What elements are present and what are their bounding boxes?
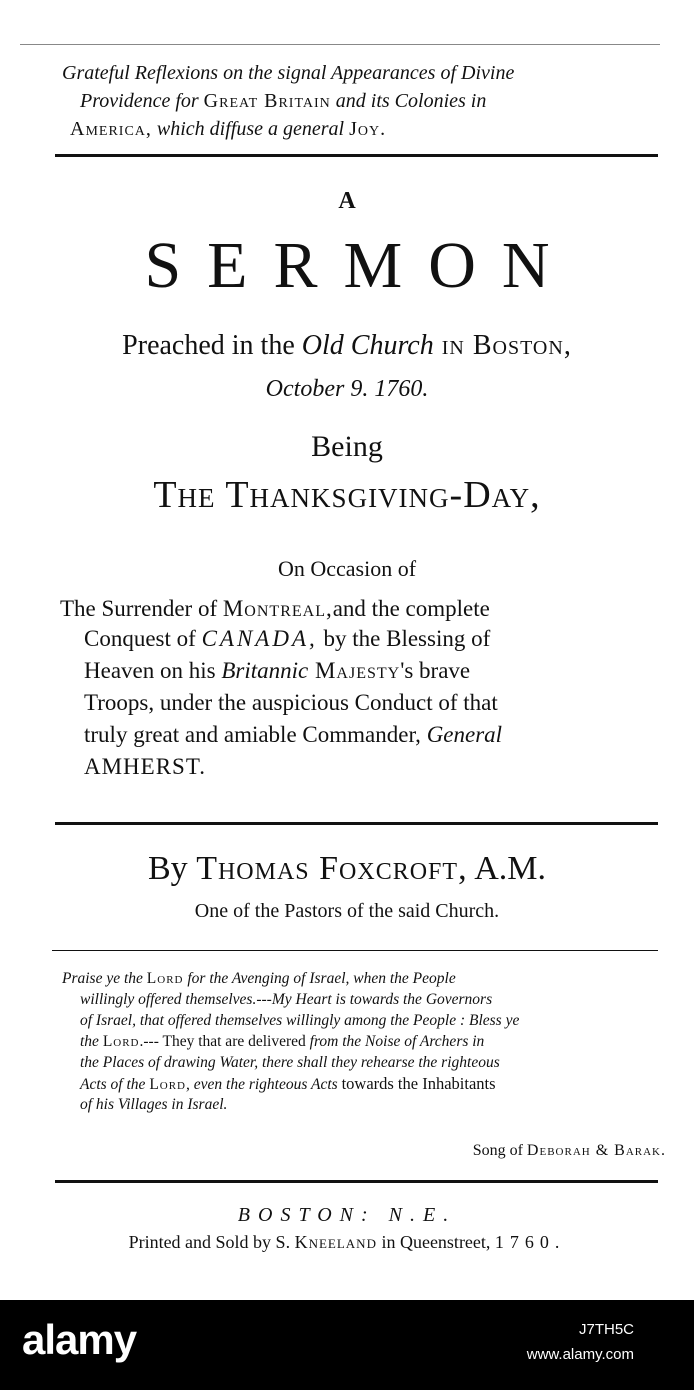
- body-line-5: [84, 720, 689, 750]
- body-text-5b: General: [426, 722, 503, 747]
- body-line-6: AMHERST.: [84, 754, 206, 779]
- body-line-3: [84, 656, 689, 686]
- quote-line-6: [80, 1073, 685, 1095]
- quote-text-1c: for the Avenging of Israel, when the People: [183, 970, 456, 987]
- imprint-printer: [0, 1232, 694, 1253]
- quote-rule: [52, 950, 658, 951]
- thanksgiving-line: [0, 473, 694, 517]
- heading-text-2a: Providence for: [80, 90, 204, 112]
- byline-text-c: A.M.: [467, 850, 546, 887]
- site-url: www.alamy.com: [526, 1346, 634, 1363]
- heading-text-1: Grateful Reflexions on the signal Appearances of Divine: [62, 62, 515, 84]
- printer-text-c: in Queenstreet,: [376, 1232, 495, 1252]
- heading-rule: [55, 154, 658, 157]
- quote-text-6d: towards the Inhabitants: [341, 1074, 496, 1093]
- byline-text-b: Thomas Foxcroft,: [196, 850, 468, 887]
- body-text-5a: truly great and amiable Commander,: [84, 722, 427, 747]
- quote-line-1: [62, 968, 667, 989]
- thanksgiving-text: The Thanksgiving-Day,: [153, 474, 541, 516]
- quote-text-4a: the: [80, 1033, 103, 1050]
- top-rule: [20, 44, 660, 45]
- preached-text-c: in Boston,: [433, 330, 572, 361]
- body-text-3c: Majesty: [308, 658, 401, 683]
- heading-text-3a: America,: [70, 118, 152, 140]
- heading-text-3b: which diffuse a general: [151, 118, 350, 140]
- quote-text-4d: from the Noise of Archers in: [309, 1033, 485, 1050]
- title-article: A: [338, 188, 356, 214]
- body-text-1c: and the complete: [332, 596, 490, 621]
- quote-text-1b: Lord: [146, 970, 184, 987]
- heading-line-1: [62, 60, 662, 86]
- body-line-2: [84, 624, 689, 654]
- being-line: Being: [311, 430, 383, 463]
- title-sermon: SERMON: [144, 229, 576, 302]
- middle-rule: [55, 822, 658, 825]
- printer-year: 1760.: [494, 1232, 566, 1252]
- alamy-logo: alamy: [22, 1316, 137, 1363]
- body-text-1b: Montreal,: [222, 596, 333, 621]
- body-text-2c: by the Blessing of: [317, 626, 491, 651]
- body-text-3d: 's brave: [400, 658, 471, 683]
- author-byline: [0, 850, 694, 888]
- quote-attribution: [473, 1142, 666, 1160]
- printer-text-a: Printed and Sold by S.: [128, 1232, 295, 1252]
- body-text-2a: Conquest of: [84, 626, 202, 651]
- quote-text-4c: .--- They that are delivered: [139, 1033, 310, 1050]
- image-id: J7TH5C: [578, 1321, 634, 1338]
- byline-text-a: By: [148, 850, 197, 887]
- heading-line-2: [80, 88, 680, 114]
- attribution-text-a: Song of: [472, 1142, 527, 1159]
- preached-text-a: Preached in the: [122, 330, 302, 361]
- quote-text-6a: Acts of the: [80, 1076, 150, 1093]
- heading-text-2b: Great Britain: [203, 90, 331, 112]
- sermon-date: October 9. 1760.: [265, 376, 429, 402]
- quote-text-6c: , even the righteous Acts: [186, 1076, 342, 1093]
- body-line-1: [60, 594, 665, 624]
- imprint-rule: [55, 1180, 658, 1183]
- occasion-line: On Occasion of: [277, 556, 417, 581]
- body-text-2b: CANADA,: [201, 626, 318, 651]
- heading-text-3c: Joy.: [349, 118, 387, 140]
- heading-line-3: [70, 116, 670, 142]
- quote-text-1a: Praise ye the: [62, 970, 147, 987]
- heading-text-2c: and its Colonies in: [330, 90, 487, 112]
- body-text-3b: Britannic: [221, 658, 309, 683]
- quote-line-3: of Israel, that offered themselves willingly among the People : Bless ye: [80, 1012, 520, 1029]
- quote-line-7: of his Villages in Israel.: [80, 1096, 228, 1113]
- quote-text-6b: Lord: [149, 1076, 187, 1093]
- body-line-4: Troops, under the auspicious Conduct of that: [84, 690, 498, 715]
- attribution-text-b: Deborah & Barak.: [526, 1142, 666, 1159]
- printer-text-b: Kneeland: [294, 1232, 377, 1252]
- quote-line-2: willingly offered themselves.---My Heart is towards the Governors: [80, 991, 493, 1008]
- body-text-3a: Heaven on his: [84, 658, 222, 683]
- preached-text-b: Old Church: [301, 330, 434, 361]
- stock-watermark-bar: [0, 1300, 694, 1390]
- quote-text-4b: Lord: [102, 1033, 140, 1050]
- author-pastor: One of the Pastors of the said Church.: [194, 900, 500, 922]
- quote-line-4: [80, 1031, 685, 1052]
- preached-line: [0, 330, 694, 362]
- body-text-1a: The Surrender of: [60, 596, 223, 621]
- quote-line-5: the Places of drawing Water, there shall they rehearse the righteous: [80, 1054, 500, 1071]
- imprint-place: BOSTON: N.E.: [237, 1204, 457, 1226]
